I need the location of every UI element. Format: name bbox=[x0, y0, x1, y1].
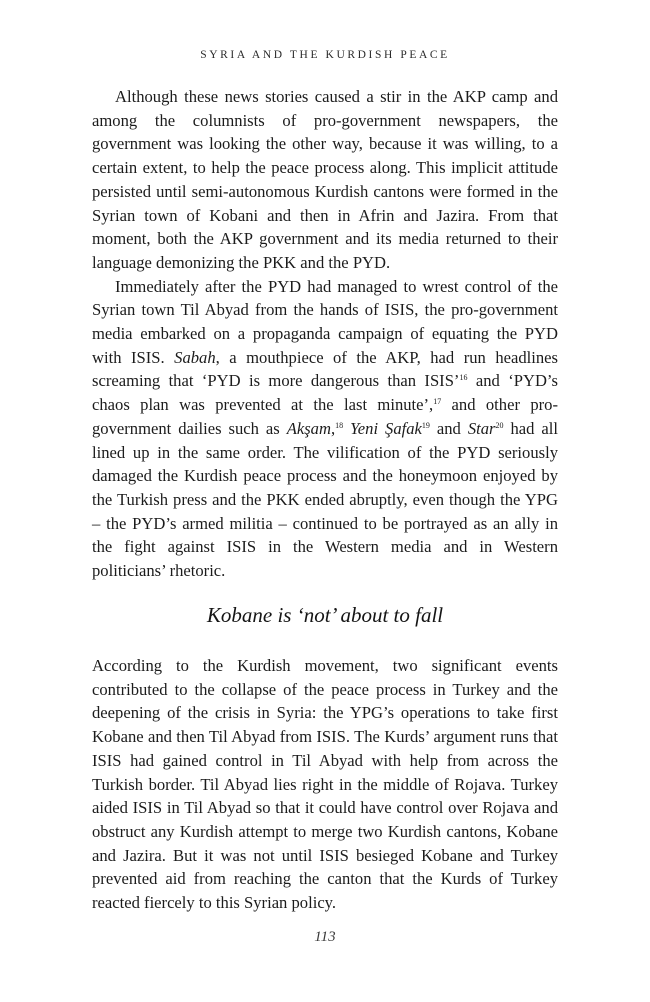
running-head: SYRIA AND THE KURDISH PEACE bbox=[200, 49, 450, 61]
footnote-ref-16: 16 bbox=[459, 373, 468, 383]
section-subheading: Kobane is ‘not’ about to fall bbox=[206, 603, 444, 627]
newspaper-title-star: Star bbox=[467, 418, 496, 438]
paragraph-1: Although these news stories caused a stir in the AKP camp and among the columnists of pro-government newspapers, the government was looking the other way, because it was willing, to a certain extent, to help the peace process along. This implicit attitude persisted until semi-autonomous Kurdish cantons were formed in the Syrian town of Kobani and then in Afrin and Jazira. From that moment, both the AKP government and its media returned to their language demonizing the PKK and the PYD. bbox=[92, 87, 558, 272]
footnote-ref-19: 19 bbox=[421, 420, 430, 430]
page-number: 113 bbox=[314, 929, 336, 945]
newspaper-title-sabah: Sabah bbox=[174, 347, 216, 367]
newspaper-title-yeni-safak: Yeni Şafak bbox=[350, 418, 422, 438]
newspaper-title-aksam: Akşam bbox=[286, 418, 331, 438]
paragraph-3: According to the Kurdish movement, two significant events contributed to the collapse of the peace process in Turkey and the deepening of the crisis in Syria: the YPG’s operations to take first Kobane and then Til Abyad from ISIS. The Kurds’ argument runs that ISIS had gained control in Til Abyad with help from across the Turkish border. Til Abyad lies right in the middle of Rojava. Turkey aided ISIS in Til Abyad so that it could have control over Rojava and obstruct any Kurdish attempt to merge two Kurdish cantons, Kobane and Jazira. But it was not until ISIS besieged Kobane and Turkey prevented aid from reaching the canton that the Kurds of Turkey reacted fiercely to this Syrian policy. bbox=[92, 656, 558, 913]
footnote-ref-18: 18 bbox=[335, 420, 344, 430]
paragraph-2-text-1: Immediately after the PYD had managed to wrest control of the Syrian town Til Abyad from the hands of ISIS, the pro-government media embarked on a propaganda campaign of equating the PYD with ISIS. bbox=[92, 276, 558, 367]
paragraph-2-text-7: and bbox=[429, 418, 468, 438]
paragraph-2-text-4: and other pro-government dailies such as bbox=[92, 395, 558, 438]
body-text-section-2 bbox=[92, 654, 558, 915]
body-text-section-1 bbox=[92, 85, 558, 583]
paragraph-2-text-2: , a mouthpiece of the AKP, had run headlines screaming that ‘PYD is more dangerous than ISIS’ bbox=[92, 347, 558, 391]
paragraph-2 bbox=[92, 275, 558, 583]
paragraph-2-text-3: and ‘PYD’s chaos plan was prevented at the last minute’, bbox=[92, 371, 558, 415]
paragraph-2-text-5: , bbox=[330, 418, 336, 438]
paragraph-2-text-8: had all lined up in the same order. The vilification of the PYD seriously damaged the Kurdish peace process and the honeymoon enjoyed by the Turkish press and the PKK ended abruptly, even though the YPG – the PYD’s armed militia – continued to be portrayed as an ally in the fight against ISIS in the Western media and in Western politicians’ rhetoric. bbox=[92, 418, 558, 581]
footnote-ref-17: 17 bbox=[433, 397, 442, 407]
footnote-ref-20: 20 bbox=[495, 420, 504, 430]
